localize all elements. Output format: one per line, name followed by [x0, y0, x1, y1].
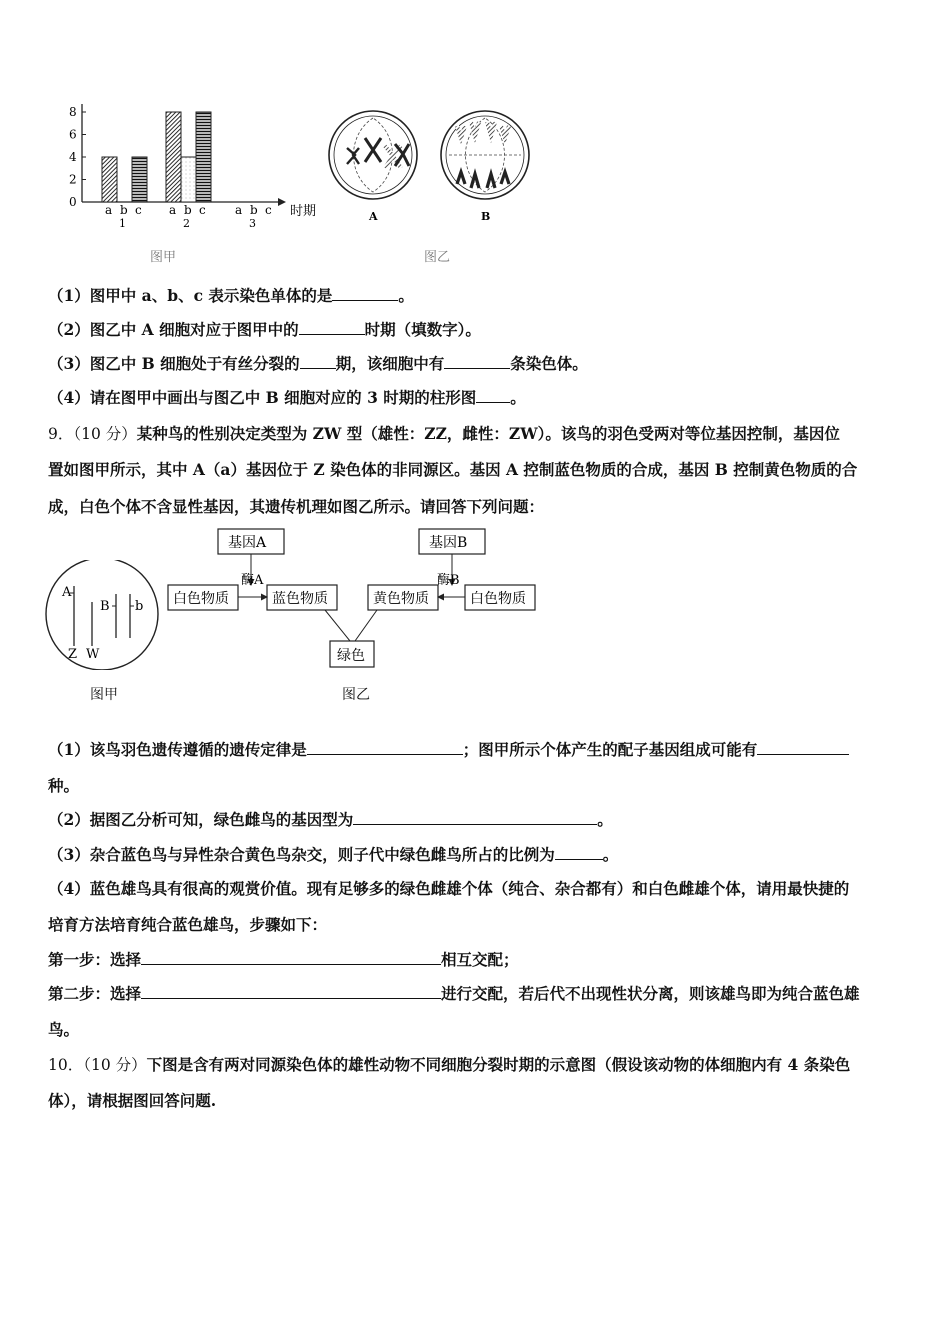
- svg-text:白色物质: 白色物质: [470, 591, 526, 607]
- period-label: 2: [183, 217, 190, 230]
- q9-caption-yi: 图乙: [342, 687, 370, 703]
- q9-sub1: （1）该鸟羽色遗传遵循的遗传定律是 ；图甲所示个体产生的配子基因组成可能有: [48, 740, 849, 760]
- q9-blank2[interactable]: [353, 810, 597, 825]
- chr-w-label: W: [86, 647, 100, 662]
- figure-yi-cells: [325, 100, 545, 230]
- q9-step1: 第一步：选择 相互交配；: [48, 950, 519, 969]
- x-axis-label: 时期: [290, 204, 317, 219]
- y-tick-label: 0: [69, 195, 77, 209]
- q8-sub2: （2）图乙中 A 细胞对应于图甲中的 时期（填数字）。: [48, 320, 481, 339]
- gene-b-label: B: [100, 599, 110, 614]
- bar-b-2: [181, 157, 196, 202]
- q9-blank-step2[interactable]: [141, 984, 441, 999]
- svg-text:基因B: 基因B: [429, 535, 468, 551]
- series-label: c: [199, 203, 206, 217]
- enzyme-b-label: 酶B: [437, 573, 460, 588]
- series-label: a: [105, 203, 113, 217]
- q9-figure-yi: [165, 527, 540, 675]
- q8-sub3: （3）图乙中 B 细胞处于有丝分裂的 期，该细胞中有 条染色体。: [48, 354, 588, 373]
- cell-label-b: B: [481, 210, 491, 223]
- gene-a-label: A: [62, 585, 72, 600]
- x-axis-arrow: [278, 198, 286, 206]
- y-tick-label: 2: [69, 172, 77, 187]
- chr-z-label: Z: [68, 647, 78, 662]
- svg-text:蓝色物质: 蓝色物质: [272, 591, 328, 607]
- q8-blank4[interactable]: [476, 388, 510, 403]
- series-label: c: [265, 203, 272, 217]
- period-label: 3: [249, 217, 256, 230]
- enzyme-a-label: 酶A: [241, 573, 264, 588]
- caption-yi-1: 图乙: [424, 250, 451, 265]
- q9-number: 9．（10 分）: [48, 425, 137, 443]
- q10-line2: 体），请根据图回答问题.: [48, 1091, 217, 1110]
- y-tick-label: 6: [69, 127, 77, 142]
- q9-step2: 第二步：选择 进行交配，若后代不出现性状分离，则该雄鸟即为纯合蓝色雄: [48, 984, 860, 1003]
- q10-number: 10．（10 分）: [48, 1056, 147, 1074]
- series-label: a: [235, 203, 243, 217]
- figure-jia-chart: [60, 100, 320, 230]
- q9-blank1a[interactable]: [307, 740, 463, 755]
- q8-blank1[interactable]: [332, 286, 398, 301]
- caption-jia-1: 图甲: [150, 250, 177, 265]
- bar-c-2: [196, 112, 211, 202]
- cell-a: [329, 111, 417, 199]
- svg-text:黄色物质: 黄色物质: [373, 591, 429, 607]
- q9-sub3: （3）杂合蓝色鸟与异性杂合黄色鸟杂交，则子代中绿色雌鸟所占的比例为 。: [48, 845, 619, 864]
- gene-b2-label: b: [135, 599, 144, 614]
- q8-sub1: （1）图甲中 a、b、c 表示染色单体的是 。: [48, 286, 414, 305]
- series-label: b: [250, 203, 258, 217]
- series-label: b: [184, 203, 192, 217]
- q9-intro-line1: 9．（10 分）某种鸟的性别决定类型为 ZW 型（雄性：ZZ，雌性：ZW）。该鸟的羽色受两对等位基因控制，基因位: [48, 424, 840, 443]
- bar-a-2: [166, 112, 181, 202]
- bar-c-1: [132, 157, 147, 202]
- q8-sub4: （4）请在图甲中画出与图乙中 B 细胞对应的 3 时期的柱形图 。: [48, 388, 526, 407]
- q9-intro-line2: 置如图甲所示，其中 A（a）基因位于 Z 染色体的非同源区。基因 A 控制蓝色物质的合成，基因 B 控制黄色物质的合: [48, 460, 858, 479]
- q9-sub4-line1: （4）蓝色雄鸟具有很高的观赏价值。现有足够多的绿色雌雄个体（纯合、杂合都有）和白色雌雄个体，请用最快捷的: [48, 879, 850, 898]
- q8-blank2[interactable]: [299, 320, 365, 335]
- q9-sub2: （2）据图乙分析可知，绿色雌鸟的基因型为 。: [48, 810, 613, 829]
- q9-blank-step1[interactable]: [141, 950, 441, 965]
- svg-text:基因A: 基因A: [228, 535, 267, 551]
- series-label: a: [169, 203, 177, 217]
- q8-blank3b[interactable]: [444, 354, 510, 369]
- q9-step2-cont: 鸟。: [48, 1020, 80, 1039]
- svg-text:白色物质: 白色物质: [173, 591, 229, 607]
- series-label: b: [120, 203, 128, 217]
- bar-a-1: [102, 157, 117, 202]
- q9-sub4-line2: 培育方法培育纯合蓝色雄鸟，步骤如下：: [48, 915, 328, 934]
- svg-text:绿色: 绿色: [337, 648, 365, 664]
- y-tick-label: 4: [69, 150, 77, 164]
- q9-caption-jia: 图甲: [90, 687, 118, 703]
- series-label: c: [135, 203, 142, 217]
- q10-line1: 10．（10 分）下图是含有两对同源染色体的雄性动物不同细胞分裂时期的示意图（假设该动物的体细胞内有 4 条染色: [48, 1055, 851, 1074]
- q9-blank1b[interactable]: [757, 740, 849, 755]
- period-label: 1: [119, 217, 126, 230]
- cell-b: [441, 111, 529, 199]
- q9-blank3[interactable]: [555, 845, 603, 860]
- y-tick-label: 8: [69, 105, 77, 119]
- cell-label-a: A: [369, 210, 378, 223]
- q8-blank3a[interactable]: [300, 354, 336, 369]
- q9-sub1-cont: 种。: [48, 776, 80, 795]
- q9-intro-line3: 成，白色个体不含显性基因，其遗传机理如图乙所示。请回答下列问题：: [48, 497, 545, 516]
- q9-figure-jia: [40, 560, 165, 670]
